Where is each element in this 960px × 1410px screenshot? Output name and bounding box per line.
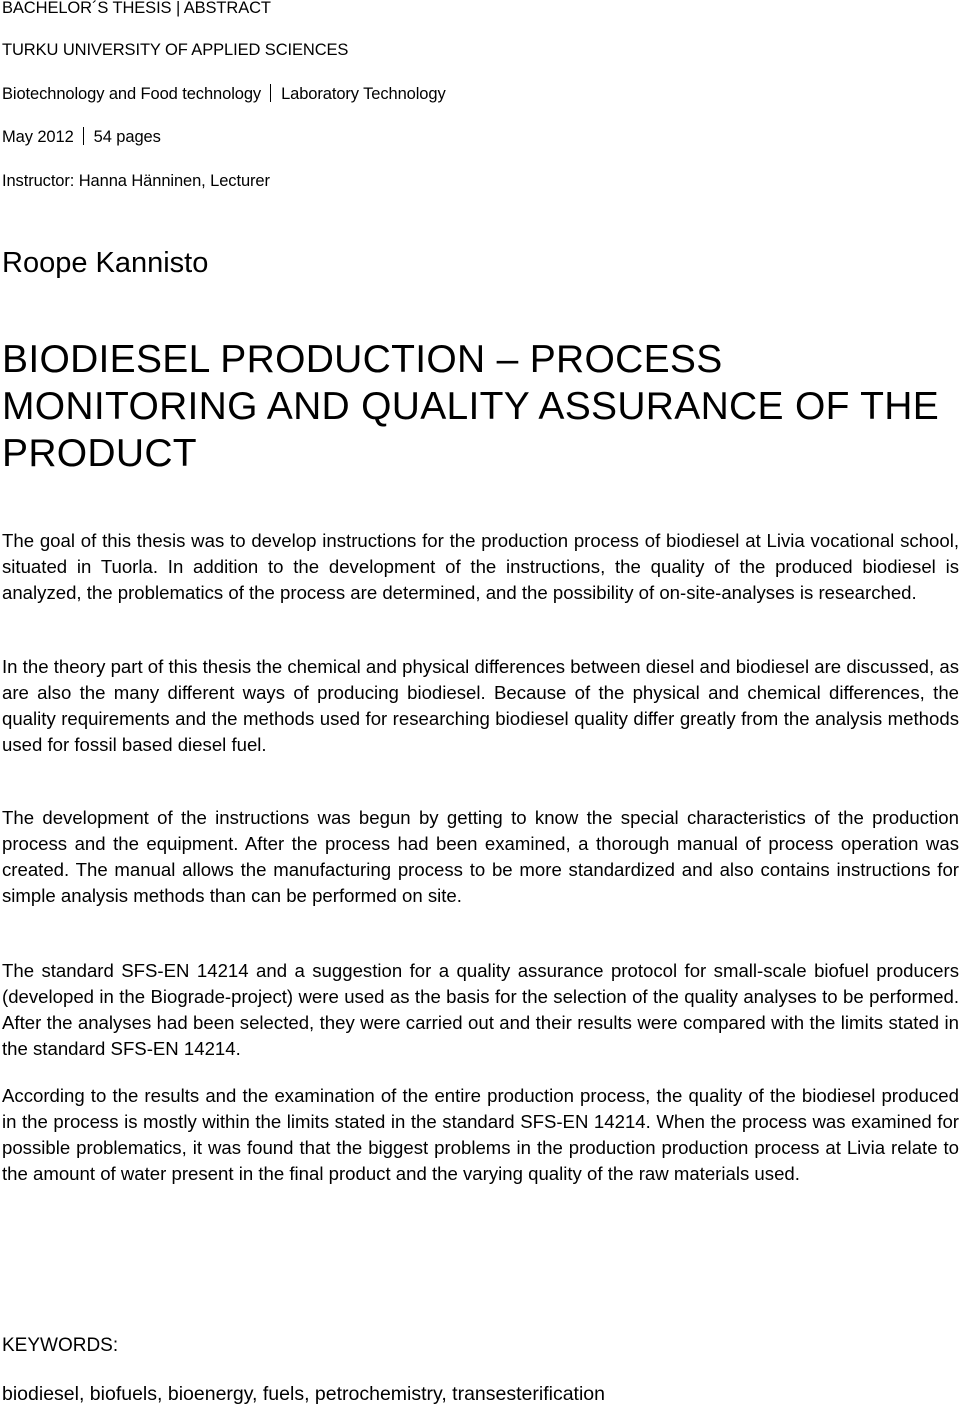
abstract-paragraph: The development of the instructions was begun by getting to know the special characteristics of the production process and the equipment. After the process had been examined, a thorough manual of process operation was created. The manual allows the manufacturing process to be more standardized and also contains instructions for simple analysis methods than can be performed on site. bbox=[2, 807, 959, 907]
thesis-title: BIODIESEL PRODUCTION – PROCESS MONITORING AND QUALITY ASSURANCE OF THE PRODUCT bbox=[2, 338, 940, 475]
specialisation: Laboratory Technology bbox=[281, 85, 446, 103]
abstract-paragraph: The goal of this thesis was to develop instructions for the production process of biodiesel at Livia vocational school, situated in Tuorla. In addition to the development of the instructions, the quality of the produced biodiesel is analyzed, the problematics of the process are determined, and the possibility of on-site-analyses is researched. bbox=[2, 530, 959, 604]
thesis-type: BACHELOR´S THESIS | ABSTRACT bbox=[2, 0, 271, 17]
keywords-list: biodiesel, biofuels, bioenergy, fuels, petrochemistry, transesterification bbox=[2, 1383, 605, 1405]
abstract-paragraph: The standard SFS-EN 14214 and a suggestion for a quality assurance protocol for small-scale biofuel producers (developed in the Biograde-project) were used as the basis for the selection of the quality analyses to be performed. After the analyses had been selected, they were carried out and their results were compared with the limits stated in the standard SFS-EN 14214. bbox=[2, 960, 959, 1060]
abstract-paragraph: In the theory part of this thesis the chemical and physical differences between diesel and biodiesel are discussed, as are also the many different ways of producing biodiesel. Because of the physical and chemical differences, the quality requirements and the methods used for researching biodiesel quality differ greatly from the analysis methods used for fossil based diesel fuel. bbox=[2, 656, 959, 756]
university-line bbox=[2, 40, 348, 60]
thesis-type-line bbox=[2, 0, 271, 18]
thesis-date: May 2012 bbox=[2, 128, 74, 146]
instructor-line bbox=[2, 171, 270, 191]
separator bbox=[83, 127, 84, 145]
author-name: Roope Kannisto bbox=[2, 247, 209, 279]
date-pages-line bbox=[2, 127, 161, 147]
degree-programme: Biotechnology and Food technology bbox=[2, 85, 262, 103]
page-count: 54 pages bbox=[93, 128, 161, 146]
separator bbox=[270, 84, 271, 102]
university-name: TURKU UNIVERSITY OF APPLIED SCIENCES bbox=[2, 41, 349, 59]
keywords-label: KEYWORDS: bbox=[2, 1335, 119, 1356]
programme-line bbox=[2, 84, 446, 104]
instructor: Instructor: Hanna Hänninen, Lecturer bbox=[2, 172, 270, 190]
abstract-paragraph: According to the results and the examination of the entire production process, the quality of the biodiesel produced in the process is mostly within the limits stated in the standard SFS-EN 14214. When the process was examined for possible problematics, it was found that the biggest problems in the production production process at Livia relate to the amount of water present in the final product and the varying quality of the raw materials used. bbox=[2, 1085, 959, 1185]
